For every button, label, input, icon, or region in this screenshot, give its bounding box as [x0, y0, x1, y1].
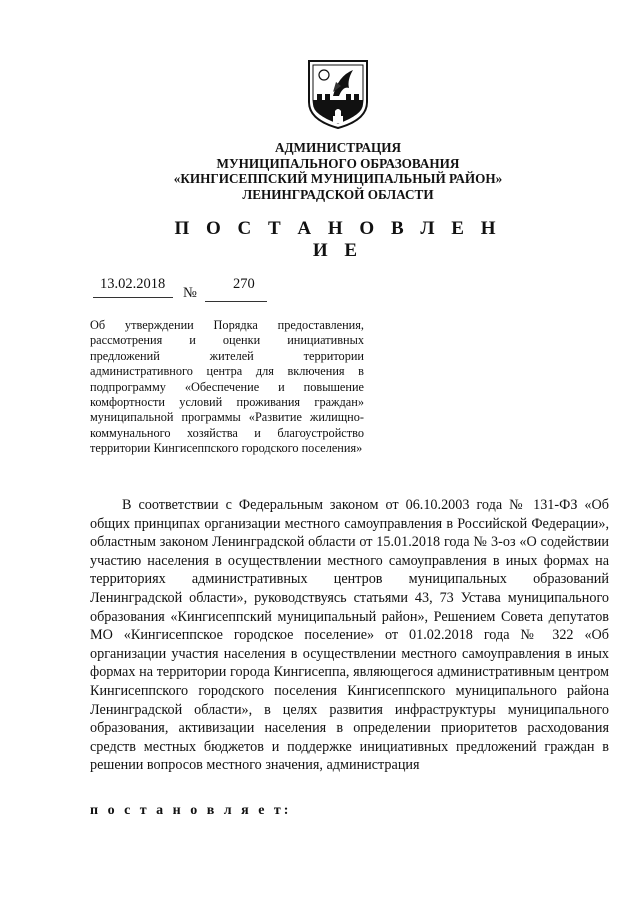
issuer-header [160, 140, 516, 202]
decrees-heading: п о с т а н о в л я е т: [90, 803, 292, 818]
number-underline [205, 301, 267, 302]
decree-number: 270 [233, 276, 255, 292]
header-line-3: «КИНГИСЕППСКИЙ МУНИЦИПАЛЬНЫЙ РАЙОН» [173, 171, 503, 186]
document-title: П О С Т А Н О В Л Е Н И Е [174, 218, 502, 261]
decree-date: 13.02.2018 [100, 276, 166, 292]
coat-of-arms-icon [305, 58, 371, 130]
header-line-2: МУНИЦИПАЛЬНОГО ОБРАЗОВАНИЯ [216, 155, 460, 171]
header-line-4: ЛЕНИНГРАДСКОЙ ОБЛАСТИ [242, 186, 434, 202]
date-underline [93, 297, 173, 298]
header-line-1: АДМИНИСТРАЦИЯ [274, 140, 402, 155]
preamble-paragraph: В соответствии с Федеральным законом от 06.10.2003 года № 131-ФЗ «Об общих принципах организации местного самоуправления в Российской Федерации», областным законом Ленинградской области от 15.01.2018 года № 3-оз «О содействии участию населения в осуществлении местного самоуправления в иных формах на территориях административных центров муниципальных образований Ленинградской области», руководствуясь статьями 43, 73 Устава муниципального образования «Кингисеппский муниципальный район», Решением Совета депутатов МО «Кингисеппское городское поселение» от 01.02.2018 года № 322 «Об организации участия населения в осуществлении местного самоуправления в иных формах на территории города Кингисеппа, являющегося административным центром Кингисеппского городского поселения Кингисеппского муниципального района Ленинградской области», в целях развития инфраструктуры муниципального образования, активизации населения в определении приоритетов расходования средств местных бюджетов и поддержке инициативных предложений граждан в решении вопросов местного значения, администрация [90, 497, 609, 774]
decree-subject: Об утверждении Порядка предоставления, рассмотрения и оценки инициативных предложений жителей территории административного центра для включения в подпрограмму «Обеспечение и повышение комфортности условий проживания граждан» муниципальной программы «Развитие жилищно-коммунального хозяйства и благоустройство территории Кингисеппского городского поселения» [90, 318, 364, 456]
number-sign: № [183, 285, 197, 301]
